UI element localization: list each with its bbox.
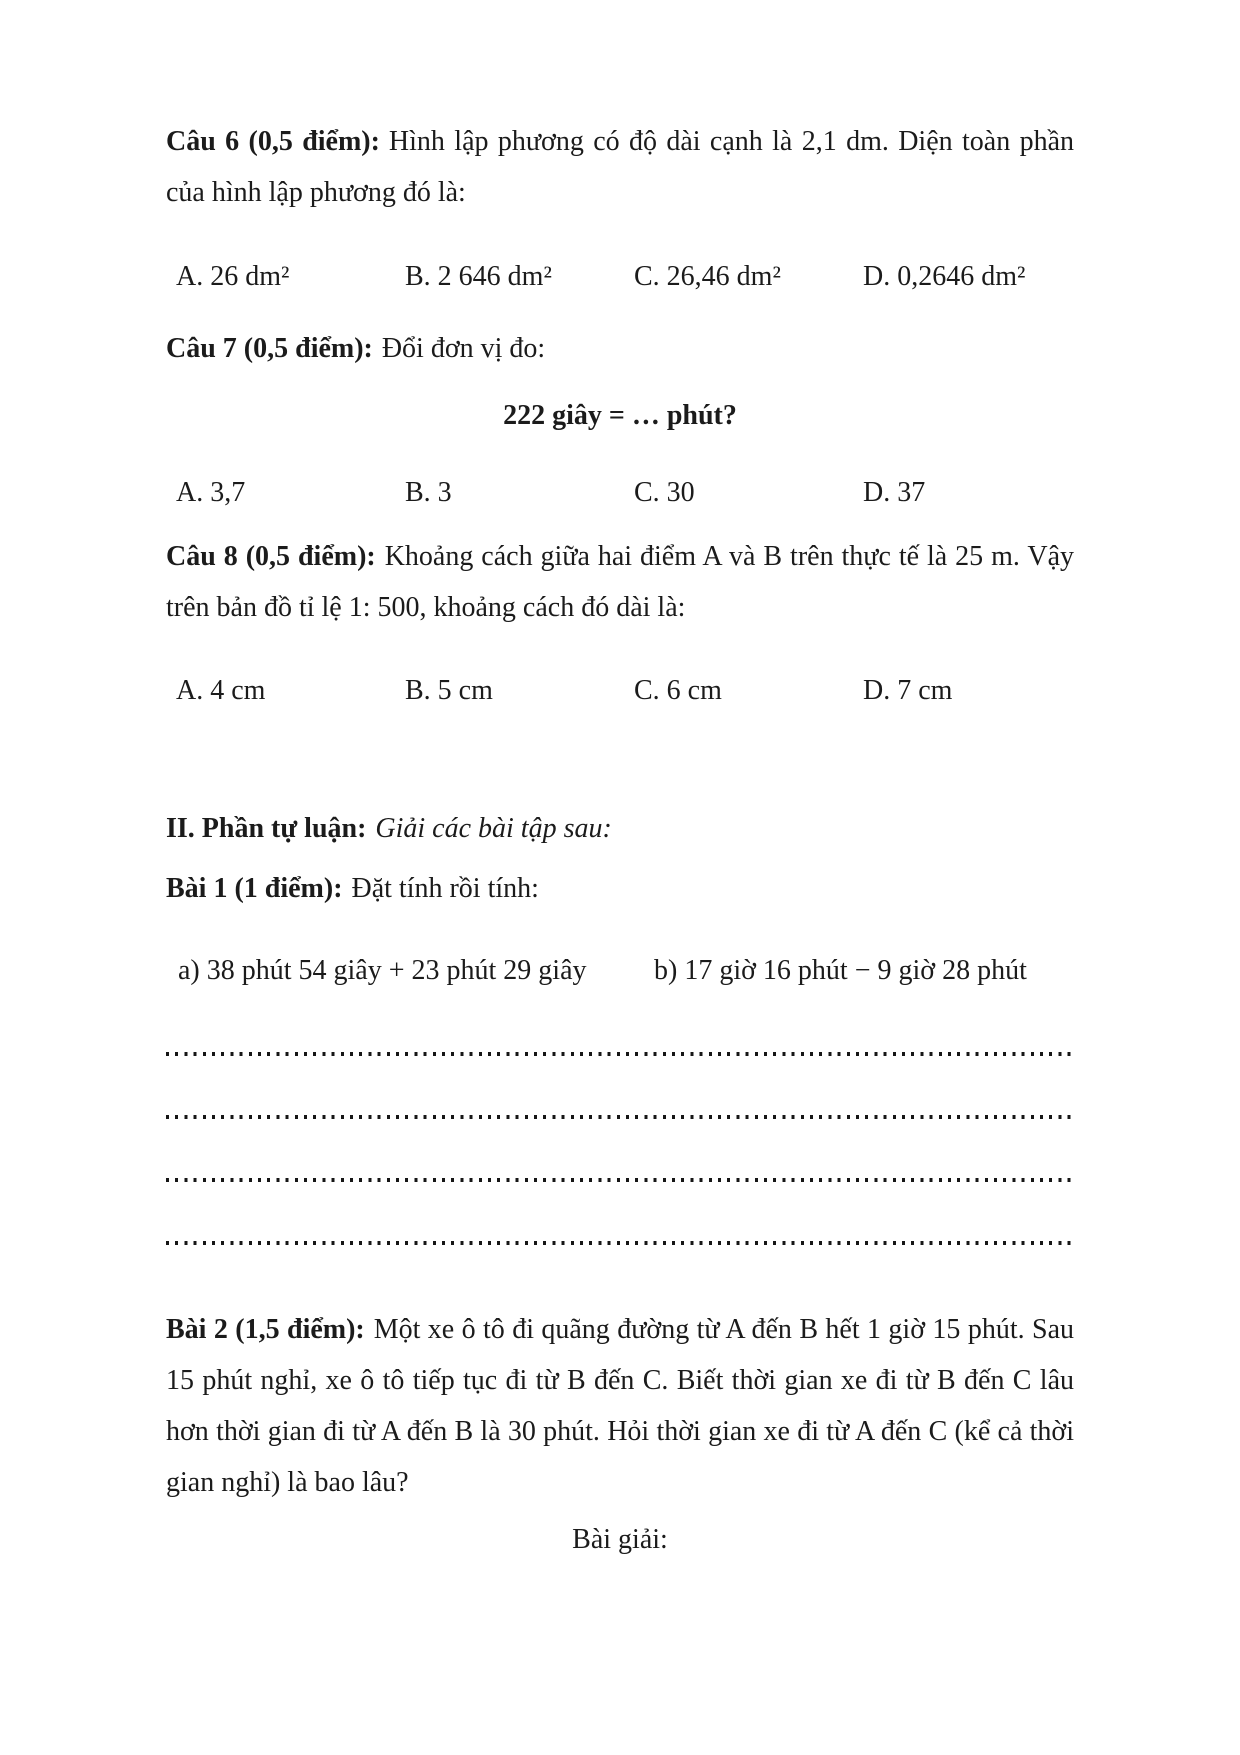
option-a: A. 4 cm xyxy=(176,675,266,706)
exercise-1-text: Đặt tính rồi tính: xyxy=(351,873,539,904)
question-8-label: Câu 8 (0,5 điểm): xyxy=(166,541,376,572)
question-7-equation-line xyxy=(166,390,1074,441)
exercise-1-part-a: a) 38 phút 54 giây + 23 phút 29 giây xyxy=(178,955,587,986)
question-6 xyxy=(166,116,1074,218)
question-7-options xyxy=(166,467,1074,518)
exercise-2-label: Bài 2 (1,5 điểm): xyxy=(166,1314,365,1345)
exercise-2-text: Một xe ô tô đi quãng đường từ A đến B hết 1 giờ 15 phút. Sau 15 phút nghỉ, xe ô tô tiếp tục đi từ B đến C. Biết thời gian xe đi từ B đến C lâu hơn thời gian đi từ A đến B là 30 phút. Hỏi thời gian xe đi từ A đến C (kể cả thời gian nghỉ) là bao lâu? xyxy=(166,1314,1074,1498)
section-2-label: II. Phần tự luận: xyxy=(166,813,367,844)
question-6-label: Câu 6 (0,5 điểm): xyxy=(166,126,380,157)
option-c: C. 6 cm xyxy=(634,675,722,706)
exercise-1 xyxy=(166,863,1074,914)
option-d: D. 37 xyxy=(863,477,926,508)
question-8-text: Khoảng cách giữa hai điểm A và B trên thực tế là 25 m. Vậy trên bản đồ tỉ lệ 1: 500, khoảng cách đó dài là: xyxy=(166,541,1074,623)
option-a: A. 26 dm² xyxy=(176,261,290,292)
solution-heading: Bài giải: xyxy=(572,1524,668,1555)
exercise-1-label: Bài 1 (1 điểm): xyxy=(166,873,343,904)
answer-line xyxy=(166,1115,1074,1119)
question-7-equation: 222 giây = … phút? xyxy=(503,400,737,431)
question-7-label: Câu 7 (0,5 điểm): xyxy=(166,333,373,364)
exercise-1-part-b: b) 17 giờ 16 phút − 9 giờ 28 phút xyxy=(654,955,1027,986)
answer-blank-area xyxy=(166,1052,1074,1245)
answer-line xyxy=(166,1178,1074,1182)
exercise-1-parts xyxy=(166,945,1074,996)
exercise-2 xyxy=(166,1304,1074,1508)
option-a: A. 3,7 xyxy=(176,477,246,508)
option-b: B. 2 646 dm² xyxy=(405,261,552,292)
option-b: B. 5 cm xyxy=(405,675,493,706)
question-7-text: Đổi đơn vị đo: xyxy=(381,333,546,364)
question-6-options xyxy=(166,251,1074,302)
option-d: D. 0,2646 dm² xyxy=(863,261,1026,292)
section-2-heading xyxy=(166,803,1074,854)
option-c: C. 26,46 dm² xyxy=(634,261,781,292)
question-8-options xyxy=(166,665,1074,716)
option-d: D. 7 cm xyxy=(863,675,953,706)
question-7 xyxy=(166,323,1074,374)
option-b: B. 3 xyxy=(405,477,452,508)
answer-line xyxy=(166,1052,1074,1056)
answer-line xyxy=(166,1241,1074,1245)
option-c: C. 30 xyxy=(634,477,695,508)
section-2-instruction: Giải các bài tập sau: xyxy=(375,813,612,844)
question-6-text: Hình lập phương có độ dài cạnh là 2,1 dm. Diện toàn phần của hình lập phương đó là: xyxy=(166,126,1075,208)
question-8 xyxy=(166,531,1074,633)
